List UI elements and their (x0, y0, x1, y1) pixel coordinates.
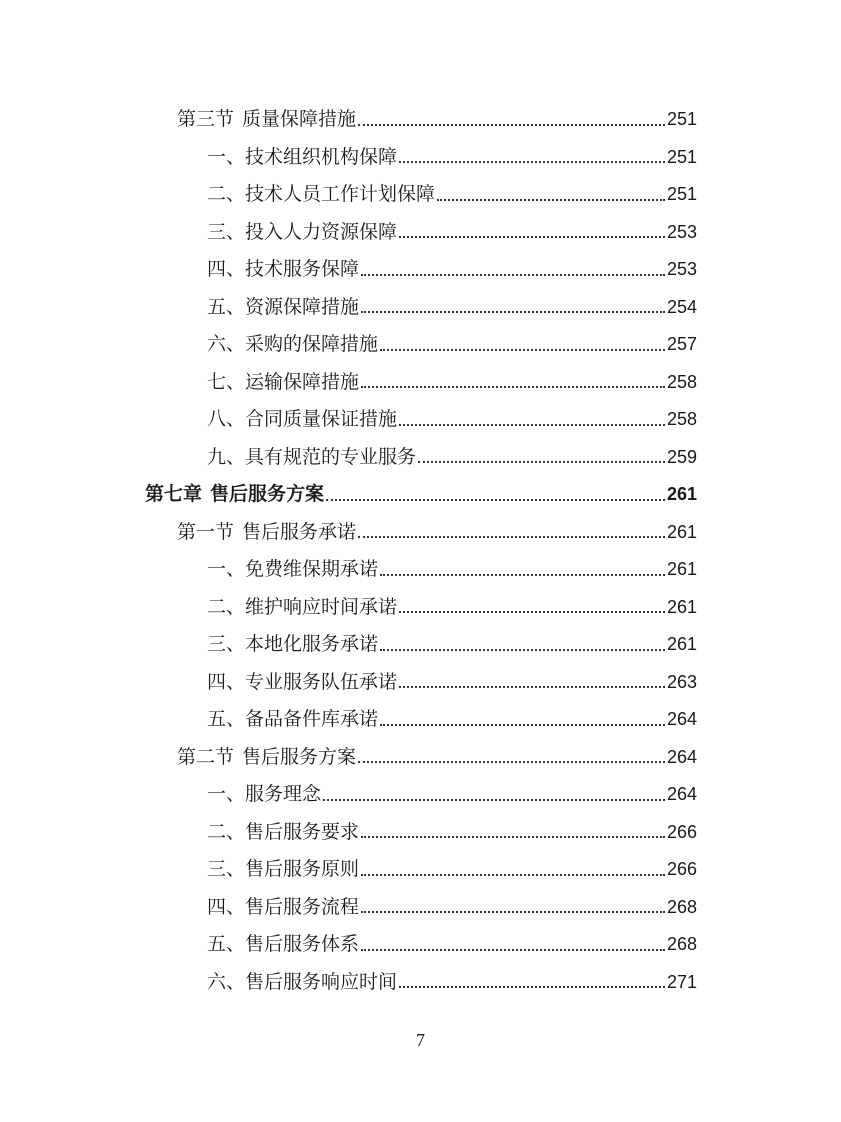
dot-leader (399, 611, 665, 613)
toc-entry-text (207, 251, 359, 289)
toc-entry-label: 五、 (207, 708, 246, 730)
toc-entry-title: 技术人员工作计划保障 (245, 183, 436, 205)
toc-entry-label: 一、 (207, 558, 246, 580)
toc-entry-label: 五、 (207, 933, 246, 955)
toc-entry-title: 售后服务流程 (245, 895, 360, 918)
toc-entry-label: 三、 (207, 220, 246, 243)
toc-entry[interactable] (0, 251, 841, 289)
toc-entry[interactable] (0, 814, 841, 852)
dot-leader (380, 349, 665, 351)
toc-entry-page: 261 (666, 596, 697, 617)
toc-entry-text (207, 214, 397, 252)
toc-entry-text (207, 589, 397, 627)
toc-entry-text (207, 664, 397, 702)
toc-entry-text (207, 926, 359, 964)
dot-leader (380, 649, 665, 651)
dot-leader (361, 311, 665, 313)
toc-entry-page: 261 (666, 484, 697, 504)
toc-entry-page: 251 (666, 109, 697, 129)
toc-entry-page: 258 (666, 409, 697, 429)
toc-entry-title: 售后服务要求 (245, 820, 360, 843)
toc-entry-title: 资源保障措施 (245, 295, 360, 318)
table-of-contents (0, 101, 841, 1001)
toc-entry[interactable] (0, 964, 841, 1002)
toc-entry-label: 七、 (207, 370, 246, 393)
toc-entry-page: 266 (666, 821, 697, 842)
toc-entry-page: 261 (666, 521, 697, 542)
toc-entry-label: 三、 (207, 633, 246, 655)
toc-entry-label: 第七章 (145, 483, 203, 505)
toc-entry-label: 四、 (207, 258, 246, 280)
dot-leader (361, 949, 665, 951)
toc-entry-title: 售后服务方案 (242, 745, 357, 768)
toc-entry-title: 本地化服务承诺 (245, 633, 379, 655)
toc-entry[interactable] (0, 214, 841, 252)
dot-leader (361, 836, 665, 838)
dot-leader (361, 911, 665, 913)
toc-entry-label: 八、 (207, 408, 246, 430)
toc-entry-label: 二、 (207, 595, 246, 618)
toc-entry[interactable] (0, 739, 841, 777)
toc-entry[interactable] (0, 889, 841, 927)
toc-entry[interactable] (0, 101, 841, 139)
toc-entry-page: 253 (666, 221, 697, 242)
dot-leader (323, 799, 665, 801)
toc-entry[interactable] (0, 776, 841, 814)
toc-entry-text (207, 964, 397, 1002)
dot-leader (399, 161, 665, 163)
toc-entry-page: 254 (666, 296, 697, 317)
toc-entry-title: 专业服务队伍承诺 (245, 670, 398, 693)
toc-entry-title: 技术服务保障 (245, 258, 360, 280)
toc-entry-text (177, 514, 356, 552)
toc-entry[interactable] (0, 401, 841, 439)
toc-entry-page: 266 (666, 859, 697, 879)
toc-entry-label: 六、 (207, 970, 246, 993)
toc-entry-page: 257 (666, 334, 697, 354)
toc-entry-title: 售后服务体系 (245, 933, 360, 955)
toc-entry-title: 投入人力资源保障 (245, 220, 398, 243)
toc-entry-text (207, 439, 416, 477)
toc-entry-page: 268 (666, 896, 697, 917)
toc-entry-label: 一、 (207, 783, 246, 805)
toc-entry[interactable] (0, 289, 841, 327)
toc-entry-text (207, 364, 359, 402)
toc-entry-page: 251 (666, 184, 697, 204)
dot-leader (418, 461, 665, 463)
toc-entry[interactable] (0, 701, 841, 739)
toc-entry-title: 运输保障措施 (245, 370, 360, 393)
toc-entry-title: 售后服务方案 (210, 483, 325, 505)
toc-entry-page: 268 (666, 934, 697, 954)
dot-leader (361, 386, 665, 388)
toc-entry-label: 第一节 (177, 520, 235, 543)
toc-entry-title: 质量保障措施 (242, 108, 357, 130)
toc-entry-text (207, 326, 378, 364)
toc-entry[interactable] (0, 326, 841, 364)
toc-entry[interactable] (0, 664, 841, 702)
toc-entry-page: 264 (666, 746, 697, 767)
toc-entry-page: 253 (666, 259, 697, 279)
toc-entry-page: 264 (666, 709, 697, 729)
dot-leader (380, 724, 665, 726)
toc-entry-page: 258 (666, 371, 697, 392)
toc-entry-title: 技术组织机构保障 (245, 145, 398, 168)
toc-entry-title: 具有规范的专业服务 (245, 445, 417, 468)
page-number: 7 (416, 1030, 425, 1050)
toc-entry-text (207, 776, 321, 814)
toc-entry-label: 九、 (207, 445, 246, 468)
toc-entry-text (145, 476, 324, 514)
toc-entry[interactable] (0, 589, 841, 627)
dot-leader (437, 199, 665, 201)
toc-entry-label: 五、 (207, 295, 246, 318)
toc-entry-text (207, 401, 397, 439)
toc-entry-page: 263 (666, 671, 697, 692)
dot-leader (399, 986, 665, 988)
dot-leader (361, 274, 665, 276)
dot-leader (399, 236, 665, 238)
toc-chapter-entry[interactable] (0, 476, 841, 514)
toc-entry-page: 261 (666, 559, 697, 579)
toc-entry[interactable] (0, 626, 841, 664)
toc-entry-title: 服务理念 (245, 783, 322, 805)
toc-entry-label: 三、 (207, 858, 246, 880)
toc-entry-title: 售后服务原则 (245, 858, 360, 880)
toc-entry-text (177, 739, 356, 777)
toc-entry-text (207, 626, 378, 664)
toc-entry-text (177, 101, 356, 139)
toc-entry-text (207, 851, 359, 889)
toc-entry-title: 采购的保障措施 (245, 333, 379, 355)
toc-entry-title: 合同质量保证措施 (245, 408, 398, 430)
toc-entry-label: 六、 (207, 333, 246, 355)
dot-leader (399, 424, 665, 426)
toc-entry-text (207, 701, 378, 739)
dot-leader (326, 499, 665, 501)
toc-entry-page: 271 (666, 971, 697, 992)
toc-entry-text (207, 551, 378, 589)
toc-entry-text (207, 176, 435, 214)
dot-leader (358, 761, 665, 763)
toc-entry-text (207, 814, 359, 852)
toc-entry-page: 251 (666, 146, 697, 167)
toc-entry-label: 二、 (207, 820, 246, 843)
toc-entry-page: 261 (666, 634, 697, 654)
toc-entry[interactable] (0, 851, 841, 889)
dot-leader (399, 686, 665, 688)
dot-leader (358, 124, 665, 126)
toc-entry-title: 备品备件库承诺 (245, 708, 379, 730)
toc-entry-text (207, 889, 359, 927)
toc-entry-page: 264 (666, 784, 697, 804)
dot-leader (380, 574, 665, 576)
toc-entry[interactable] (0, 551, 841, 589)
dot-leader (358, 536, 665, 538)
toc-entry-title: 维护响应时间承诺 (245, 595, 398, 618)
toc-entry-label: 四、 (207, 895, 246, 918)
toc-entry-text (207, 289, 359, 327)
toc-entry-label: 第三节 (177, 108, 235, 130)
toc-entry-text (207, 139, 397, 177)
toc-entry-title: 售后服务响应时间 (245, 970, 398, 993)
toc-entry-title: 售后服务承诺 (242, 520, 357, 543)
toc-entry-label: 第二节 (177, 745, 235, 768)
toc-entry-page: 259 (666, 446, 697, 467)
toc-entry[interactable] (0, 439, 841, 477)
toc-entry[interactable] (0, 514, 841, 552)
dot-leader (361, 874, 665, 876)
toc-entry-label: 一、 (207, 145, 246, 168)
toc-entry[interactable] (0, 364, 841, 402)
toc-entry[interactable] (0, 176, 841, 214)
toc-entry-title: 免费维保期承诺 (245, 558, 379, 580)
toc-entry-label: 四、 (207, 670, 246, 693)
toc-entry[interactable] (0, 926, 841, 964)
toc-entry-label: 二、 (207, 183, 246, 205)
toc-entry[interactable] (0, 139, 841, 177)
